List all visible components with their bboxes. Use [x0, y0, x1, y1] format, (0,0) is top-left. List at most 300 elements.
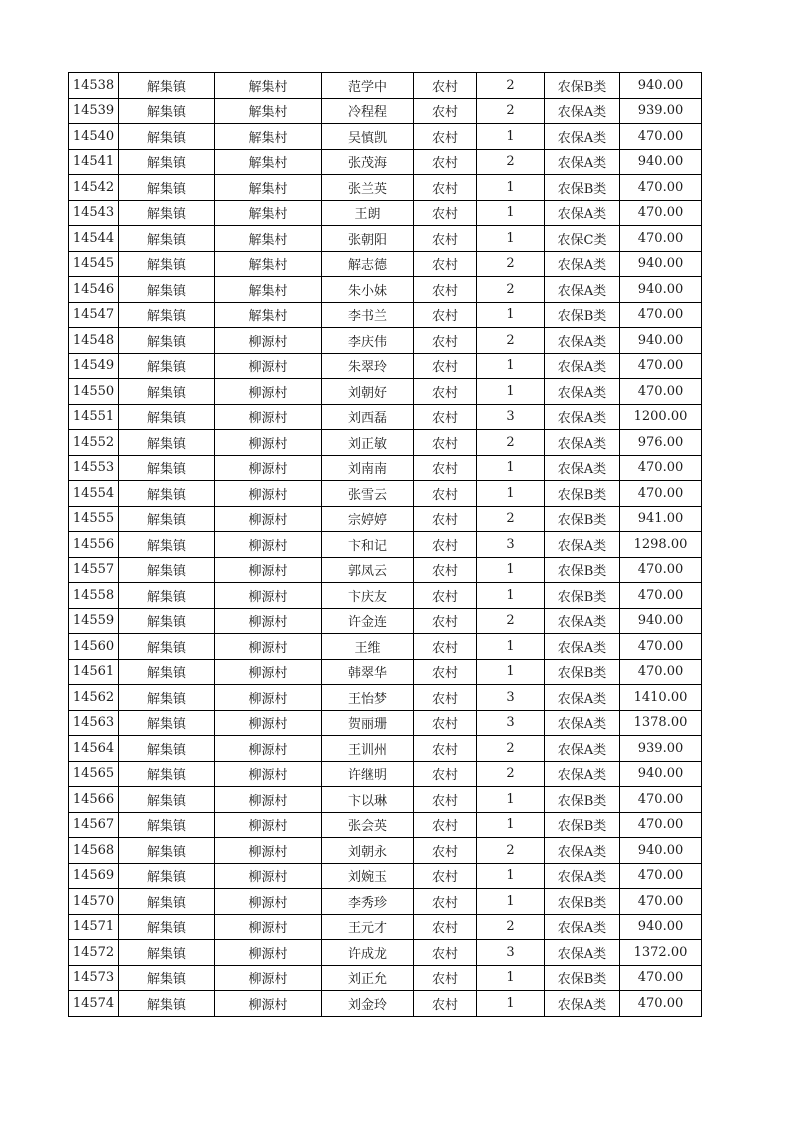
cell-residence-type: 农村: [414, 736, 477, 762]
table-row: [69, 736, 702, 762]
cell-person-name: 解志德: [322, 251, 414, 277]
cell-town: 解集镇: [119, 226, 215, 252]
cell-insurance-category: 农保A类: [545, 455, 620, 481]
cell-person-name: 许金连: [322, 608, 414, 634]
cell-amount: 470.00: [620, 302, 702, 328]
cell-town: 解集镇: [119, 277, 215, 303]
cell-amount: 939.00: [620, 736, 702, 762]
cell-town: 解集镇: [119, 149, 215, 175]
cell-person-name: 王怡梦: [322, 685, 414, 711]
cell-residence-type: 农村: [414, 608, 477, 634]
cell-town: 解集镇: [119, 965, 215, 991]
cell-id: 14574: [69, 991, 119, 1017]
table-row: [69, 506, 702, 532]
cell-insurance-category: 农保A类: [545, 98, 620, 124]
cell-residence-type: 农村: [414, 532, 477, 558]
table-row: [69, 838, 702, 864]
cell-residence-type: 农村: [414, 404, 477, 430]
table-row: [69, 353, 702, 379]
cell-id: 14560: [69, 634, 119, 660]
cell-amount: 470.00: [620, 124, 702, 150]
cell-person-name: 刘正允: [322, 965, 414, 991]
cell-insurance-category: 农保C类: [545, 226, 620, 252]
cell-id: 14550: [69, 379, 119, 405]
cell-person-count: 3: [477, 940, 545, 966]
cell-id: 14566: [69, 787, 119, 813]
cell-person-count: 1: [477, 175, 545, 201]
cell-insurance-category: 农保B类: [545, 889, 620, 915]
cell-amount: 470.00: [620, 455, 702, 481]
cell-person-count: 1: [477, 634, 545, 660]
cell-amount: 470.00: [620, 379, 702, 405]
cell-insurance-category: 农保A类: [545, 379, 620, 405]
table-row: [69, 532, 702, 558]
cell-person-count: 2: [477, 328, 545, 354]
cell-residence-type: 农村: [414, 889, 477, 915]
cell-insurance-category: 农保A类: [545, 328, 620, 354]
cell-amount: 1410.00: [620, 685, 702, 711]
cell-insurance-category: 农保A类: [545, 149, 620, 175]
cell-person-name: 卞和记: [322, 532, 414, 558]
cell-insurance-category: 农保A类: [545, 685, 620, 711]
table-row: [69, 863, 702, 889]
cell-id: 14541: [69, 149, 119, 175]
cell-amount: 940.00: [620, 149, 702, 175]
cell-amount: 470.00: [620, 659, 702, 685]
cell-town: 解集镇: [119, 328, 215, 354]
cell-town: 解集镇: [119, 940, 215, 966]
cell-id: 14555: [69, 506, 119, 532]
cell-residence-type: 农村: [414, 124, 477, 150]
table-row: [69, 455, 702, 481]
cell-person-count: 1: [477, 863, 545, 889]
table-row: [69, 226, 702, 252]
cell-insurance-category: 农保A类: [545, 608, 620, 634]
cell-insurance-category: 农保A类: [545, 251, 620, 277]
table-row: [69, 302, 702, 328]
cell-person-count: 2: [477, 608, 545, 634]
cell-person-count: 1: [477, 991, 545, 1017]
table-row: [69, 379, 702, 405]
cell-person-name: 刘朝好: [322, 379, 414, 405]
cell-town: 解集镇: [119, 736, 215, 762]
cell-village: 柳源村: [215, 353, 322, 379]
cell-town: 解集镇: [119, 430, 215, 456]
cell-town: 解集镇: [119, 608, 215, 634]
cell-insurance-category: 农保B类: [545, 175, 620, 201]
cell-village: 柳源村: [215, 710, 322, 736]
cell-town: 解集镇: [119, 98, 215, 124]
cell-village: 解集村: [215, 200, 322, 226]
cell-id: 14569: [69, 863, 119, 889]
cell-person-count: 2: [477, 761, 545, 787]
cell-residence-type: 农村: [414, 965, 477, 991]
table-row: [69, 73, 702, 99]
cell-village: 柳源村: [215, 659, 322, 685]
cell-amount: 470.00: [620, 965, 702, 991]
cell-residence-type: 农村: [414, 328, 477, 354]
table-row: [69, 404, 702, 430]
cell-village: 柳源村: [215, 404, 322, 430]
cell-insurance-category: 农保B类: [545, 965, 620, 991]
cell-person-count: 2: [477, 914, 545, 940]
cell-village: 柳源村: [215, 863, 322, 889]
cell-id: 14540: [69, 124, 119, 150]
cell-village: 柳源村: [215, 787, 322, 813]
cell-id: 14547: [69, 302, 119, 328]
cell-amount: 470.00: [620, 812, 702, 838]
cell-village: 柳源村: [215, 914, 322, 940]
cell-person-count: 2: [477, 736, 545, 762]
cell-person-count: 1: [477, 583, 545, 609]
cell-village: 解集村: [215, 124, 322, 150]
cell-residence-type: 农村: [414, 277, 477, 303]
cell-residence-type: 农村: [414, 98, 477, 124]
cell-person-count: 1: [477, 353, 545, 379]
cell-id: 14568: [69, 838, 119, 864]
table-row: [69, 124, 702, 150]
cell-amount: 941.00: [620, 506, 702, 532]
cell-insurance-category: 农保A类: [545, 532, 620, 558]
cell-id: 14573: [69, 965, 119, 991]
table-body: [69, 73, 702, 1017]
cell-amount: 470.00: [620, 200, 702, 226]
cell-residence-type: 农村: [414, 73, 477, 99]
cell-person-count: 2: [477, 277, 545, 303]
cell-person-name: 朱翠玲: [322, 353, 414, 379]
cell-amount: 1298.00: [620, 532, 702, 558]
cell-person-name: 刘南南: [322, 455, 414, 481]
insurance-benefit-table: [68, 72, 702, 1017]
cell-residence-type: 农村: [414, 430, 477, 456]
cell-town: 解集镇: [119, 991, 215, 1017]
cell-person-count: 1: [477, 812, 545, 838]
cell-town: 解集镇: [119, 863, 215, 889]
cell-insurance-category: 农保A类: [545, 761, 620, 787]
cell-town: 解集镇: [119, 761, 215, 787]
table-row: [69, 583, 702, 609]
table-row: [69, 761, 702, 787]
cell-person-name: 韩翠华: [322, 659, 414, 685]
cell-person-count: 1: [477, 481, 545, 507]
cell-insurance-category: 农保A类: [545, 736, 620, 762]
cell-person-name: 张雪云: [322, 481, 414, 507]
cell-insurance-category: 农保B类: [545, 812, 620, 838]
table-row: [69, 277, 702, 303]
cell-residence-type: 农村: [414, 659, 477, 685]
cell-amount: 470.00: [620, 557, 702, 583]
cell-town: 解集镇: [119, 353, 215, 379]
cell-residence-type: 农村: [414, 302, 477, 328]
cell-amount: 1200.00: [620, 404, 702, 430]
cell-village: 解集村: [215, 149, 322, 175]
cell-id: 14554: [69, 481, 119, 507]
cell-amount: 470.00: [620, 175, 702, 201]
cell-insurance-category: 农保B类: [545, 583, 620, 609]
cell-person-name: 刘金玲: [322, 991, 414, 1017]
cell-residence-type: 农村: [414, 149, 477, 175]
cell-village: 柳源村: [215, 557, 322, 583]
cell-town: 解集镇: [119, 124, 215, 150]
cell-person-name: 卞以琳: [322, 787, 414, 813]
cell-town: 解集镇: [119, 685, 215, 711]
cell-residence-type: 农村: [414, 710, 477, 736]
cell-person-count: 1: [477, 787, 545, 813]
cell-residence-type: 农村: [414, 685, 477, 711]
cell-town: 解集镇: [119, 506, 215, 532]
cell-residence-type: 农村: [414, 353, 477, 379]
cell-id: 14543: [69, 200, 119, 226]
cell-id: 14553: [69, 455, 119, 481]
cell-amount: 470.00: [620, 863, 702, 889]
cell-id: 14544: [69, 226, 119, 252]
table-row: [69, 430, 702, 456]
cell-person-count: 1: [477, 455, 545, 481]
cell-person-name: 许继明: [322, 761, 414, 787]
table-row: [69, 991, 702, 1017]
cell-village: 柳源村: [215, 991, 322, 1017]
table-row: [69, 98, 702, 124]
cell-person-count: 2: [477, 98, 545, 124]
cell-id: 14565: [69, 761, 119, 787]
cell-person-name: 张茂海: [322, 149, 414, 175]
cell-person-count: 1: [477, 889, 545, 915]
table-row: [69, 149, 702, 175]
cell-id: 14570: [69, 889, 119, 915]
cell-village: 解集村: [215, 302, 322, 328]
table-row: [69, 557, 702, 583]
cell-id: 14552: [69, 430, 119, 456]
cell-village: 柳源村: [215, 940, 322, 966]
cell-insurance-category: 农保A类: [545, 353, 620, 379]
table-row: [69, 251, 702, 277]
cell-id: 14557: [69, 557, 119, 583]
cell-insurance-category: 农保B类: [545, 659, 620, 685]
cell-id: 14559: [69, 608, 119, 634]
cell-person-name: 王维: [322, 634, 414, 660]
cell-residence-type: 农村: [414, 991, 477, 1017]
cell-person-name: 刘婉玉: [322, 863, 414, 889]
cell-town: 解集镇: [119, 404, 215, 430]
cell-amount: 940.00: [620, 608, 702, 634]
cell-person-count: 1: [477, 302, 545, 328]
cell-residence-type: 农村: [414, 863, 477, 889]
table-row: [69, 200, 702, 226]
cell-id: 14556: [69, 532, 119, 558]
cell-town: 解集镇: [119, 659, 215, 685]
cell-person-count: 3: [477, 532, 545, 558]
cell-village: 柳源村: [215, 685, 322, 711]
cell-person-name: 吴慎凯: [322, 124, 414, 150]
cell-village: 解集村: [215, 73, 322, 99]
cell-town: 解集镇: [119, 710, 215, 736]
cell-insurance-category: 农保A类: [545, 277, 620, 303]
cell-person-count: 3: [477, 710, 545, 736]
cell-village: 柳源村: [215, 328, 322, 354]
table-row: [69, 175, 702, 201]
cell-person-count: 1: [477, 965, 545, 991]
cell-id: 14545: [69, 251, 119, 277]
cell-person-name: 郭凤云: [322, 557, 414, 583]
cell-insurance-category: 农保A类: [545, 940, 620, 966]
cell-person-name: 王训州: [322, 736, 414, 762]
cell-village: 柳源村: [215, 838, 322, 864]
cell-person-name: 刘正敏: [322, 430, 414, 456]
cell-amount: 940.00: [620, 838, 702, 864]
cell-amount: 470.00: [620, 634, 702, 660]
cell-residence-type: 农村: [414, 379, 477, 405]
cell-residence-type: 农村: [414, 787, 477, 813]
table-row: [69, 940, 702, 966]
cell-person-count: 2: [477, 506, 545, 532]
table-row: [69, 812, 702, 838]
cell-town: 解集镇: [119, 200, 215, 226]
table-row: [69, 787, 702, 813]
cell-person-count: 1: [477, 226, 545, 252]
cell-village: 柳源村: [215, 532, 322, 558]
cell-id: 14542: [69, 175, 119, 201]
cell-amount: 976.00: [620, 430, 702, 456]
cell-town: 解集镇: [119, 838, 215, 864]
cell-person-name: 刘朝永: [322, 838, 414, 864]
cell-person-name: 张朝阳: [322, 226, 414, 252]
cell-id: 14571: [69, 914, 119, 940]
cell-person-name: 刘西磊: [322, 404, 414, 430]
cell-village: 柳源村: [215, 481, 322, 507]
cell-residence-type: 农村: [414, 812, 477, 838]
cell-id: 14562: [69, 685, 119, 711]
cell-town: 解集镇: [119, 889, 215, 915]
cell-village: 柳源村: [215, 761, 322, 787]
cell-insurance-category: 农保A类: [545, 124, 620, 150]
cell-id: 14564: [69, 736, 119, 762]
cell-residence-type: 农村: [414, 557, 477, 583]
table-row: [69, 634, 702, 660]
cell-village: 柳源村: [215, 812, 322, 838]
cell-id: 14558: [69, 583, 119, 609]
cell-id: 14549: [69, 353, 119, 379]
cell-residence-type: 农村: [414, 226, 477, 252]
cell-id: 14551: [69, 404, 119, 430]
cell-person-name: 卞庆友: [322, 583, 414, 609]
table-row: [69, 659, 702, 685]
cell-insurance-category: 农保A类: [545, 838, 620, 864]
cell-village: 柳源村: [215, 889, 322, 915]
cell-town: 解集镇: [119, 251, 215, 277]
cell-village: 解集村: [215, 175, 322, 201]
cell-person-name: 许成龙: [322, 940, 414, 966]
table-row: [69, 608, 702, 634]
cell-residence-type: 农村: [414, 634, 477, 660]
cell-person-count: 1: [477, 557, 545, 583]
cell-village: 解集村: [215, 98, 322, 124]
cell-insurance-category: 农保A类: [545, 710, 620, 736]
cell-town: 解集镇: [119, 914, 215, 940]
cell-insurance-category: 农保B类: [545, 557, 620, 583]
cell-town: 解集镇: [119, 455, 215, 481]
table-row: [69, 328, 702, 354]
cell-person-name: 张会英: [322, 812, 414, 838]
cell-person-name: 宗婷婷: [322, 506, 414, 532]
table-row: [69, 685, 702, 711]
table-row: [69, 914, 702, 940]
cell-person-count: 1: [477, 200, 545, 226]
table-row: [69, 965, 702, 991]
cell-person-name: 朱小妹: [322, 277, 414, 303]
cell-id: 14546: [69, 277, 119, 303]
cell-amount: 470.00: [620, 583, 702, 609]
cell-person-count: 2: [477, 838, 545, 864]
cell-id: 14572: [69, 940, 119, 966]
cell-residence-type: 农村: [414, 506, 477, 532]
cell-amount: 470.00: [620, 353, 702, 379]
cell-insurance-category: 农保A类: [545, 404, 620, 430]
cell-insurance-category: 农保B类: [545, 481, 620, 507]
cell-person-count: 1: [477, 659, 545, 685]
cell-town: 解集镇: [119, 379, 215, 405]
cell-town: 解集镇: [119, 787, 215, 813]
cell-amount: 940.00: [620, 251, 702, 277]
cell-id: 14548: [69, 328, 119, 354]
cell-amount: 470.00: [620, 991, 702, 1017]
cell-town: 解集镇: [119, 175, 215, 201]
cell-person-name: 李书兰: [322, 302, 414, 328]
cell-person-count: 2: [477, 149, 545, 175]
cell-village: 解集村: [215, 277, 322, 303]
cell-amount: 470.00: [620, 481, 702, 507]
cell-residence-type: 农村: [414, 455, 477, 481]
cell-person-name: 范学中: [322, 73, 414, 99]
cell-village: 柳源村: [215, 736, 322, 762]
table-row: [69, 710, 702, 736]
cell-amount: 940.00: [620, 73, 702, 99]
cell-person-name: 冷程程: [322, 98, 414, 124]
cell-village: 柳源村: [215, 634, 322, 660]
cell-insurance-category: 农保A类: [545, 430, 620, 456]
cell-residence-type: 农村: [414, 251, 477, 277]
cell-village: 柳源村: [215, 583, 322, 609]
cell-id: 14563: [69, 710, 119, 736]
cell-residence-type: 农村: [414, 175, 477, 201]
table-row: [69, 889, 702, 915]
cell-residence-type: 农村: [414, 761, 477, 787]
cell-person-count: 3: [477, 404, 545, 430]
cell-amount: 470.00: [620, 787, 702, 813]
table-row: [69, 481, 702, 507]
cell-person-count: 2: [477, 430, 545, 456]
cell-insurance-category: 农保A类: [545, 991, 620, 1017]
cell-insurance-category: 农保A类: [545, 200, 620, 226]
cell-amount: 940.00: [620, 914, 702, 940]
cell-insurance-category: 农保B类: [545, 787, 620, 813]
cell-id: 14539: [69, 98, 119, 124]
cell-village: 解集村: [215, 251, 322, 277]
cell-person-name: 李庆伟: [322, 328, 414, 354]
cell-amount: 940.00: [620, 761, 702, 787]
cell-person-count: 1: [477, 124, 545, 150]
cell-village: 柳源村: [215, 379, 322, 405]
cell-amount: 940.00: [620, 328, 702, 354]
cell-id: 14561: [69, 659, 119, 685]
cell-residence-type: 农村: [414, 940, 477, 966]
cell-town: 解集镇: [119, 73, 215, 99]
cell-amount: 470.00: [620, 889, 702, 915]
cell-village: 解集村: [215, 226, 322, 252]
cell-insurance-category: 农保A类: [545, 914, 620, 940]
cell-village: 柳源村: [215, 506, 322, 532]
cell-person-count: 2: [477, 251, 545, 277]
cell-insurance-category: 农保A类: [545, 863, 620, 889]
